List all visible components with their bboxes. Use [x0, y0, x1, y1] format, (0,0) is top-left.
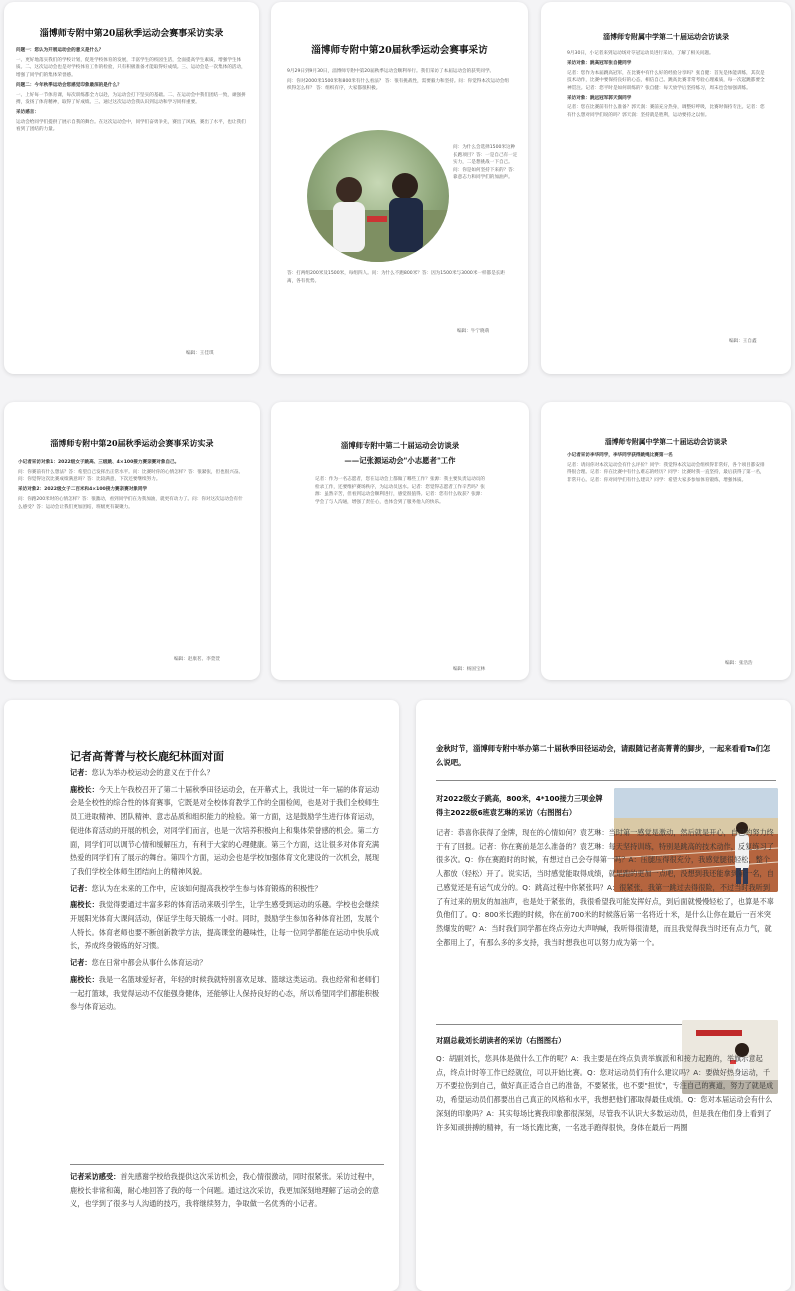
- page-7-q2-label: 记者：: [70, 883, 92, 893]
- page-7-a2: 我觉得要通过丰富多彩的体育活动来吸引学生，让学生感受到运动的乐趣。学校也会继续开展阳光体育大课间活动，保证学生每天锻炼一小时。同时，鼓励学生参加各种体育社团，发展个人特长。体育老师也要不断创新教学方法，提高课堂的趣味性，让每一位同学都能在运动中快乐成长，养成终身锻炼的好习惯。: [70, 900, 380, 951]
- page-7-a3-label: 鹿校长：: [70, 974, 99, 984]
- page-7-note: [70, 1170, 384, 1280]
- page-7-note-text: 首先感谢学校给我提供这次采访机会，我心情很激动，同时很紧张。采访过程中，鹿校长非常和蔼，耐心地回答了我的每一个问题。通过这次采访，我更加深刻地理解了运动会的意义，也学到了很多与人沟通的技巧，我将继续努力，争取做一名优秀的小记者。: [70, 1172, 380, 1209]
- page-3-head2: 采访对象：跳远冠军郭天润同学: [567, 95, 632, 101]
- page-3-intro: 9月30日，小记者来到运动场对夺冠运动员进行采访，了解了相关问题。: [567, 51, 714, 56]
- page-3-text: 记者：您作为本届跳高冠军，在比赛中有什么好的经验分享吗？张自健：首先是体能训练，其次是技术动作，比赛中要保持良好的心态，相信自己。跳高比赛非常考验心理素质，每一次起跳都要全神贯注。记者：您平时是如何训练的？张自健：每天放学后坚持练习，周末也会加强训练。: [567, 70, 765, 91]
- page-6-body: [567, 452, 765, 642]
- page-1-q2: 问题二：今年秋季运动会您感觉印象最深的是什么？: [16, 82, 122, 88]
- page-5-subtitle: ——记张源运动会"小志愿者"工作: [344, 456, 456, 465]
- page-5-editor: 编辑：杨国宝林: [453, 667, 486, 672]
- page-7-q3: 您在日常中都会从事什么体育运动？: [91, 958, 207, 968]
- page-3-body: [567, 50, 765, 330]
- page-1-q1: 问题一：您认为开展运动会的意义是什么？: [16, 48, 104, 53]
- page-7-q1: 您认为举办校运动会的意义在于什么？: [91, 768, 214, 777]
- page-6-sub: 小记者采访李华同学，李华同学获得跳绳比赛第一名: [567, 453, 673, 458]
- page-card-4[interactable]: [4, 402, 260, 680]
- page-card-5[interactable]: [271, 402, 529, 680]
- page-1-a2: 一、上好每一节体育课，每次训练都全力以赴，为运动会打下坚实的基础。二、在运动会中我们团结一致，顽强拼搏，发扬了体育精神，取得了好成绩。三、通过这次运动会我认识到运动和学习同样重要。: [16, 92, 246, 106]
- page-2-editor: 编辑：牛宁晓萌: [457, 329, 490, 334]
- page-1-body: [16, 47, 247, 337]
- page-4-sub2: 采访对象2：2022级女子二百米和4×100接力赛亲赛对象同学: [18, 487, 148, 493]
- page-4-title: 淄博师专附中第20届秋季运动会赛事采访实录: [50, 438, 214, 448]
- page-2-title: 淄博师专附中第20届秋季运动会赛事采访: [311, 45, 488, 56]
- page-4-text2: 问：你跑200米时的心情怎样？答：很激动，看到同学们在为我加油，就更有动力了。问：你对这次运动会有什么感受？答：运动会让我们更加团结，班级更有凝聚力。: [18, 496, 243, 510]
- page-1-a1: 一、更好地落实我们的学校计划，促进学校体育的发展，丰富学生的校园生活，全面提高学生素质，增强学生体质。二、这次运动会也是对学校体育工作的检验，只有积极准备才能取得好成绩。三、运动会是一次集体的活动，增强了同学们的集体荣誉感。: [16, 57, 246, 78]
- page-7-divider-note: [70, 1164, 384, 1165]
- page-card-6[interactable]: [541, 402, 791, 680]
- page-8-s1-body: 记者：恭喜你获得了金牌，现在的心情如何？袁艺琳：当时第一感觉是激动，然后就是开心，自己的努力终于有了回报。记者：你在赛前是怎么准备的？袁艺琳：每天坚持训练，特别是跳高的技术动作，反复练习了很多次。Q：你在赛跑时的时候，有想过自己会夺得第一吗？A：压腿压得很充分，我感觉腿很轻松，整个人都放（轻松）开了。说实话，当时感觉能取得成绩，就是跑的更加一点吧，没想到我还能拿到第一名，自己感觉还是有运气成分的。Q：跳高过程中你紧张吗？A：很紧张，我第一跳过去得很险，不过当时我听到了有过来的朋友的加油声，也是处于紧张的，我很希望我可能发挥好点，到后面就慢慢轻松了，也算是不辜负他们了。Q：800米长跑的时候，你在前700米的时候落后第一名将近十米，是什么让你在最后一百米突然爆发的呢？A：当时我们同学都在终点旁边大声呐喊，我听得很清楚，而且我觉得我当时还有点力气，就全都用上了，有那么多的多支持，我当时想我也可以努力成为第一个。: [436, 828, 774, 947]
- page-2-intro: 9月29日到9月30日，淄博师专附中第20届秋季运动会顺利举行。我们采访了本届运动会的获奖同学。: [287, 69, 495, 74]
- page-card-2[interactable]: [271, 2, 528, 374]
- page-7-q3-label: 记者：: [70, 958, 92, 968]
- page-1-q3: 采访感言：: [16, 109, 39, 115]
- page-1-a3: 运动会给同学们提供了展示自我的舞台。在这次运动会中，同学们奋勇争先，赛出了风格，赛出了水平，也让我们看到了团结的力量。: [16, 119, 246, 133]
- page-2-intro-block: [287, 68, 512, 132]
- page-3-editor: 编辑：王自鑫: [729, 339, 757, 344]
- page-4-editor: 编辑：赵康茗、李萱萱: [174, 657, 220, 662]
- page-3-text2: 记者：您在比赛前有什么准备？郭天润：赛前充分热身，调整好呼吸，比赛时保持专注。记者：您有什么想对同学们说的吗？郭天润：坚持就是胜利，运动要持之以恒。: [567, 105, 765, 118]
- page-5-title: 淄博师专附中第二十届运动会访谈录: [340, 441, 460, 450]
- page-2-bottom: 答：打两组200米及1500米，每组四人。问：为什么不跑800米？答：因为1500米与3000米一样都是长距离，各有优势。: [287, 271, 505, 284]
- page-card-3[interactable]: [541, 2, 791, 374]
- page-3-title: 淄博师专附属中学第二十届运动会访谈录: [603, 32, 729, 41]
- page-1-editor: 编辑：王佳琪: [186, 351, 214, 356]
- page-7-title: 记者高菁菁与校长鹿纪林面对面: [70, 750, 224, 763]
- page-6-title: 淄博师专附属中学第二十届运动会访谈录: [604, 438, 728, 446]
- page-3-head: 采访对象：跳高冠军张自健同学: [567, 60, 632, 66]
- page-8-s2-title: 对副总裁刘长胡读者的采访（右图图右）: [436, 1036, 566, 1045]
- page-card-1[interactable]: [4, 2, 259, 374]
- page-4-body: [18, 459, 246, 659]
- page-2-qa: 问：你对2000米1500米和800米有什么看法？ 答：很有挑战性，需要毅力和坚持。问：你觉得本次运动会组织得怎么样？ 答：组织有序，大家都很积极。: [287, 78, 509, 92]
- page-7-a1: 今天上午我校召开了第二十届秋季田径运动会，在开幕式上，我说过一年一届的体育运动会是全校性的综合性的体育赛事，它既是对全校体育教学工作的全面检阅，也是对于我们全校师生员工进取精神、团队精神、意志品质和组织能力的检验。第一方面，这是鼓励学生进行体育运动，促进体育活动的开展的机会，对同学们而言，也是一次培养积极向上和集体荣誉感的机会。第二方面，同学们可以调节心情和缓解压力，有利于大家的心理健康。第三个方面，这让很多对体育充满热爱的同学们有了展示的舞台。第四个方面，运动会也是学校加强体育文化建设的一次机会，展现了我们学校全体师生团结向上的精神风貌。: [70, 784, 380, 876]
- page-8-s1-title: 对2022级女子跳高，800米，4*100接力三项金牌得主2022级6班袁艺琳的采访（右图图右）: [436, 794, 603, 817]
- page-5-body: 记者：作为一名志愿者，您在运动会上都做了哪些工作？张源：我主要负责运动员的检录工作，还要维护赛场秩序，为运动员送水。记者：您觉得志愿者工作辛苦吗？张源：虽然辛苦，但看到运动会顺利进行，感觉很值得。记者：您有什么收获？张源：学会了与人沟通，增强了责任心，也体会到了服务他人的快乐。: [315, 477, 485, 505]
- page-8-rule-top: [436, 780, 776, 781]
- page-6-text: 记者：请问你对本次运动会有什么评价？同学：我觉得本次运动会组织得非常好，各个项目都安排得很合理。记者：你在比赛中有什么难忘的经历？同学：比赛时我一直坚持，最后获得了第一名，非常开心。记者：你对同学们有什么建议？同学：希望大家多参加体育锻炼，增强体质。: [567, 462, 765, 483]
- page-4-text1: 问：你赛前有什么想法？答：希望自己发挥出正常水平。问：比赛时你的心情怎样？答：很紧张，但也很兴奋。问：你觉得这次比赛成绩满意吗？答：比较满意，下次还要继续努力。: [18, 469, 244, 483]
- page-4-sub1: 小记者采访对象1：2022级女子跳高、三级跳、4×100接力赛亲赛对象自己。: [18, 460, 180, 465]
- page-8-s2-body: Q：胡副刘长，您具体是做什么工作的呢？A：我主要是在终点负责举旗派和和接力起跑的，举旗示意起点，终点计时等工作已经就位，可以开始比赛。Q：您对运动员们有什么建议吗？A：要做好热身运动，千万不要拉伤到自己，做好真正适合自己的准备，不要紧张，也不要"担忧"，专注自己的赛道，努力了就是成功，希望运动员们都要出自己真正的风格和水平，我想把他们都取得最佳成绩。Q：您对本届运动会有什么深刻的印象吗？A：其实每场比赛我印象都很深刻，尽管我不认识大多数运动员，但是我在他们身上看到了许多知顽拼搏的精神，有一场长跑比赛，一名选手跑得很快，身体在最后一两圈: [436, 1054, 774, 1132]
- page-2-photo: [307, 130, 449, 262]
- page-card-7[interactable]: [4, 700, 399, 1291]
- page-2-caption: 问：为什么会选择1500米这种长跑项目？答：一是自己有一定实力，二是想挑战一下自己。问：你是如何坚持下来的？答：靠意志力和同学们的加油声。: [453, 145, 518, 181]
- page-6-editor: 编辑：张浩浩: [725, 661, 753, 666]
- page-7-a2-label: 鹿校长：: [70, 900, 99, 910]
- page-card-8[interactable]: [416, 700, 791, 1291]
- page-7-q2: 您认为在未来的工作中，应该如何提高我校学生参与体育锻炼的积极性？: [91, 883, 322, 893]
- page-1-title: 淄博师专附中第20届秋季运动会赛事采访实录: [39, 29, 224, 39]
- page-7-q1-label: 记者：: [70, 768, 92, 777]
- page-7-a1-label: 鹿校长：: [70, 784, 99, 794]
- page-8-intro: 金秋时节，淄博师专附中举办第二十届秋季田径运动会，请跟随记者高菁菁的脚步，一起来看看Ta们怎么说吧。: [436, 744, 771, 767]
- page-7-a3: 我是一名篮球爱好者，年轻的时候我就特别喜欢足球、篮球这类运动。我也经常和老师们一起打篮球，我觉得运动不仅能强身健体，还能够让人保持良好的心态，所以希望同学们都能积极参与体育运动。: [70, 974, 380, 1012]
- page-7-note-label: 记者采访感受：: [70, 1172, 121, 1181]
